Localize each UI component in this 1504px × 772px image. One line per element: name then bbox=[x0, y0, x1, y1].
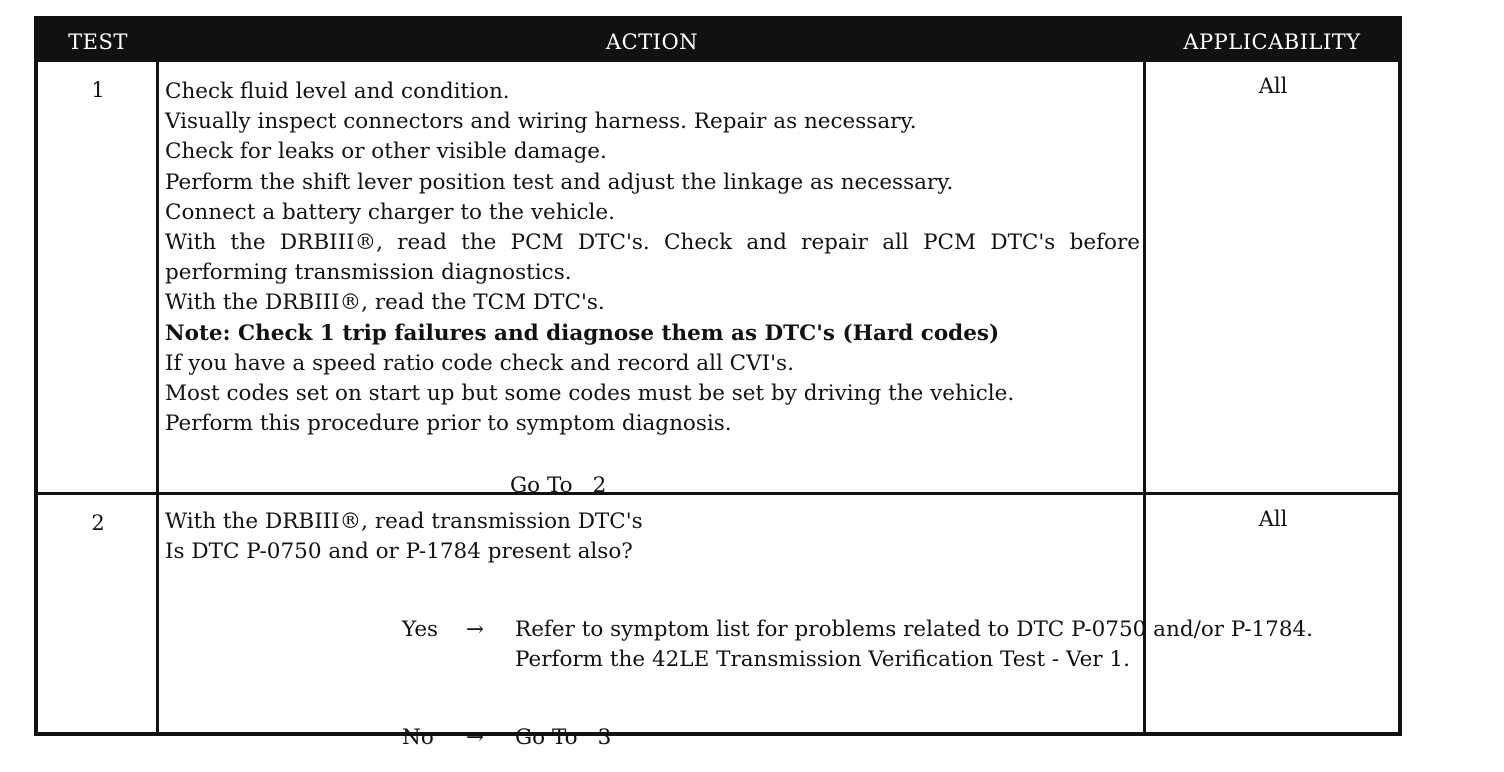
goto-target: 2 bbox=[592, 473, 607, 498]
arrow-right-icon: → bbox=[466, 617, 485, 642]
action-line: Visually inspect connectors and wiring harness. Repair as necessary. bbox=[165, 109, 917, 135]
yes-line: Refer to symptom list for problems related to DTC P-0750 and/or P-1784. bbox=[515, 617, 1314, 642]
arrow-right-icon: → bbox=[466, 725, 485, 750]
action-line: With the DRBIII®, read transmission DTC's bbox=[165, 509, 643, 534]
applicability-value: All bbox=[1258, 507, 1288, 531]
test-number: 1 bbox=[91, 78, 105, 102]
no-label: No bbox=[402, 725, 434, 750]
goto-label: Go To bbox=[515, 725, 578, 750]
action-question: Is DTC P-0750 and or P-1784 present also? bbox=[165, 539, 633, 565]
goto-link[interactable] bbox=[515, 723, 815, 753]
action-line: Perform this procedure prior to symptom diagnosis. bbox=[165, 411, 732, 437]
yes-label: Yes bbox=[402, 617, 439, 642]
yes-line: Perform the 42LE Transmission Verification Test - Ver 1. bbox=[515, 647, 1130, 673]
action-line: If you have a speed ratio code check and record all CVI's. bbox=[165, 350, 794, 376]
action-note: Note: Check 1 trip failures and diagnose them as DTC's (Hard codes) bbox=[165, 320, 1000, 346]
action-line: Most codes set on start up but some codes must be set by driving the vehicle. bbox=[165, 381, 1015, 407]
applicability-value: All bbox=[1258, 74, 1288, 98]
action-line: With the DRBIII®, read the TCM DTC's. bbox=[165, 290, 605, 316]
header-applicability: APPLICABILITY bbox=[1183, 30, 1361, 54]
action-line: With the DRBIII®, read the PCM DTC's. Check and repair all PCM DTC's before performing transmission diagnostics. bbox=[165, 230, 1140, 286]
table-row bbox=[38, 495, 1398, 750]
header-action: ACTION bbox=[605, 30, 699, 54]
goto-target: 3 bbox=[597, 725, 612, 750]
test-number: 2 bbox=[91, 511, 105, 535]
diagnostic-table bbox=[34, 16, 1402, 750]
table-row bbox=[38, 62, 1398, 498]
goto-label: Go To bbox=[510, 473, 573, 498]
action-line: Perform the shift lever position test and adjust the linkage as necessary. bbox=[165, 169, 954, 195]
header-test: TEST bbox=[68, 30, 128, 54]
action-line: Connect a battery charger to the vehicle. bbox=[165, 199, 615, 225]
table-header bbox=[38, 20, 1398, 62]
action-line: Check for leaks or other visible damage. bbox=[165, 139, 607, 165]
action-steps bbox=[165, 77, 1140, 498]
action-line: Check fluid level and condition. bbox=[165, 79, 510, 104]
yes-instructions bbox=[515, 615, 1314, 675]
